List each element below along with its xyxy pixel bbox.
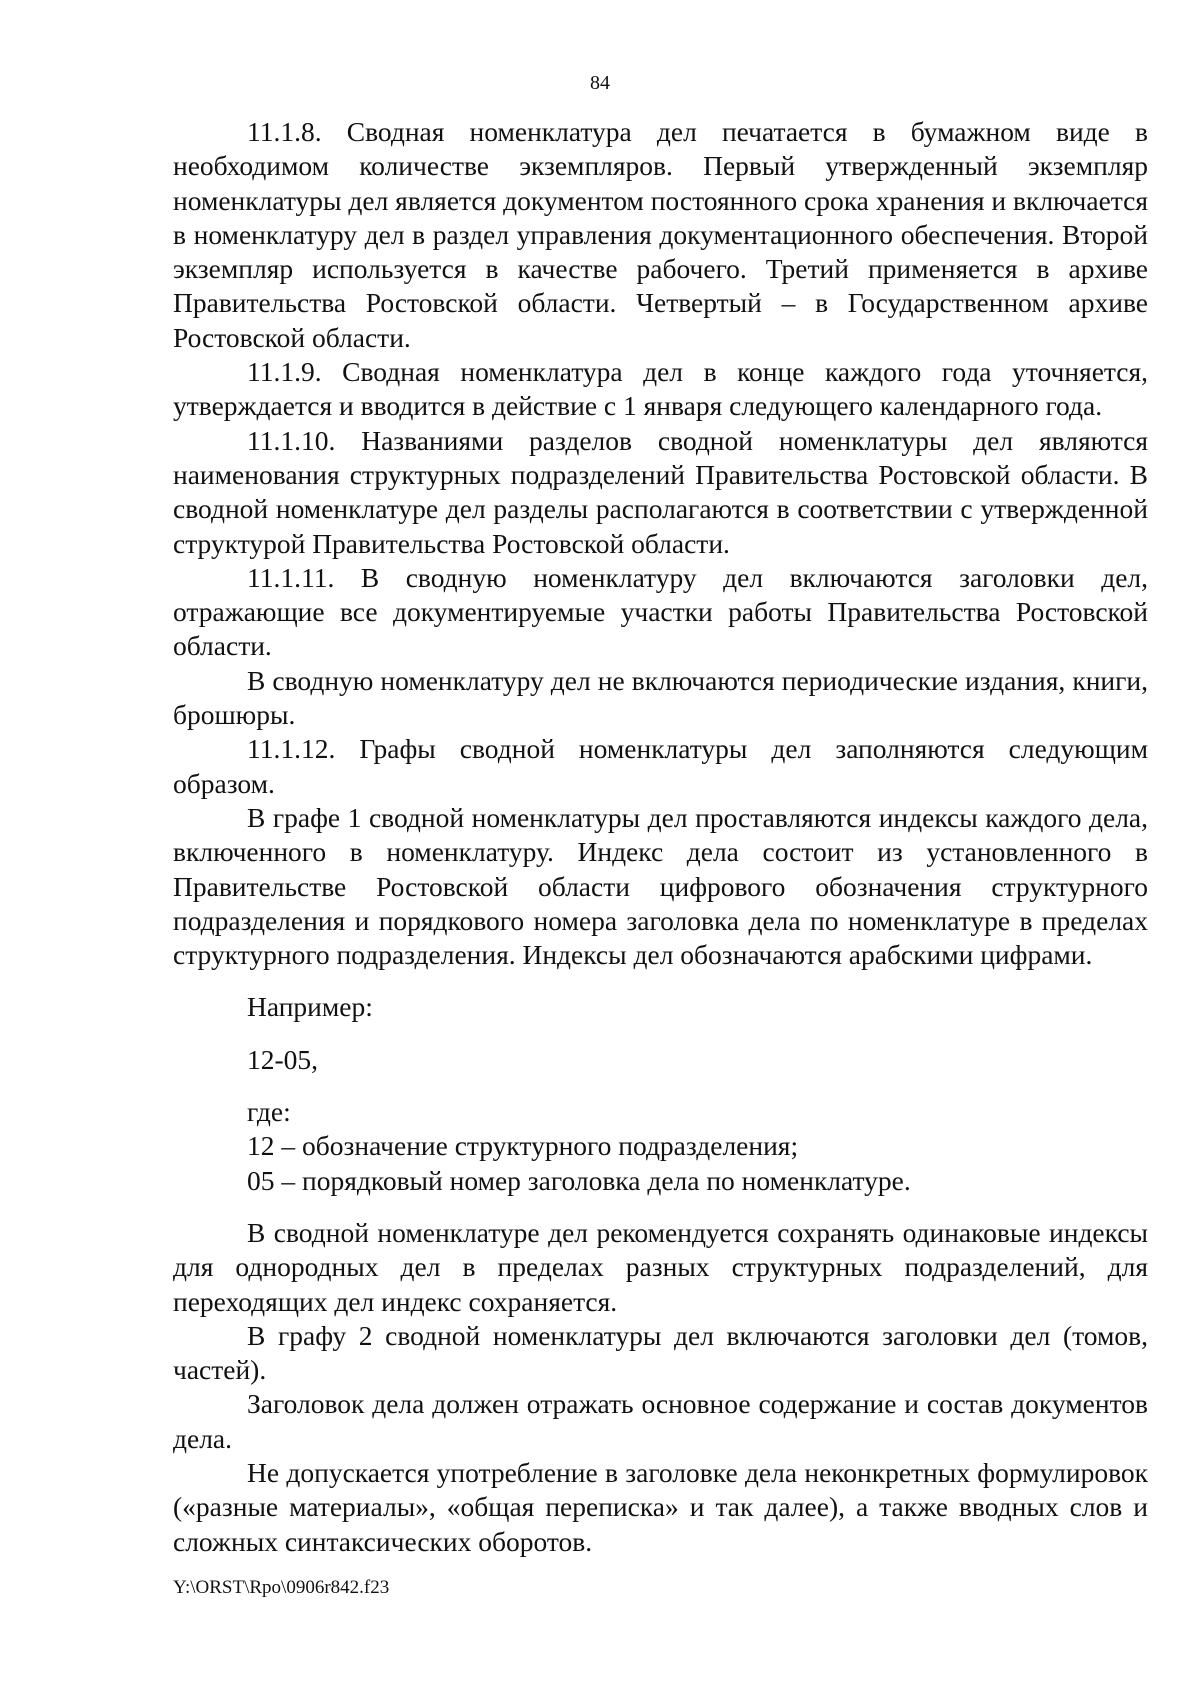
example-line-1: 12 – обозначение структурного подразделения;	[247, 1130, 799, 1162]
page-number: 84	[590, 72, 610, 94]
paragraph-11-1-8: 11.1.8. Сводная номенклатура дел печатается в бумажном виде в необходимом количестве экземпляров. Первый утвержденный экземпляр номенклатуры дел является документом постоянного срока хранения и включается в номенклатуру дел в раздел управления документационного обеспечения. Второй экземпляр используется в качестве рабочего. Третий применяется в архиве Правительства Ростовской области. Четвертый – в Государственном архиве Ростовской области.	[173, 116, 1148, 353]
paragraph-11-1-10: 11.1.10. Названиями разделов сводной номенклатуры дел являются наименования структурных подразделений Правительства Ростовской области. В сводной номенклатуре дел разделы располагаются в соответствии с утвержденной структурой Правительства Ростовской области.	[173, 424, 1148, 559]
example-where: где:	[247, 1096, 291, 1128]
paragraph-title-content: Заголовок дела должен отражать основное содержание и состав документов дела.	[173, 1388, 1148, 1454]
paragraph-exclusions: В сводную номенклатуру дел не включаются периодические издания, книги, брошюры.	[173, 664, 1148, 731]
footer-file-path: Y:\ORST\Rpo\0906r842.f23	[173, 1577, 390, 1598]
paragraph-not-allowed: Не допускается употребление в заголовке дела неконкретных формулировок («разные материалы», «общая переписка» и так далее), а также вводных слов и сложных синтаксических оборотов.	[173, 1456, 1148, 1557]
example-index: 12-05,	[247, 1043, 319, 1075]
paragraph-column-2: В графу 2 сводной номенклатуры дел включаются заголовки дел (томов, частей).	[173, 1319, 1148, 1386]
document-body	[173, 115, 1148, 1559]
paragraph-11-1-11: 11.1.11. В сводную номенклатуру дел включаются заголовки дел, отражающие все документируемые участки работы Правительства Ростовской области.	[173, 561, 1148, 662]
example-line-2: 05 – порядковый номер заголовка дела по номенклатуре.	[247, 1164, 911, 1196]
paragraph-11-1-12: 11.1.12. Графы сводной номенклатуры дел заполняются следующим образом.	[173, 733, 1148, 799]
paragraph-same-indexes: В сводной номенклатуре дел рекомендуется сохранять одинаковые индексы для однородных дел в пределах разных структурных подразделений, для переходящих дел индекс сохраняется.	[173, 1216, 1148, 1317]
paragraph-column-1: В графе 1 сводной номенклатуры дел проставляются индексы каждого дела, включенного в номенклатуру. Индекс дела состоит из установленного в Правительстве Ростовской области цифрового обозначения структурного подразделения и порядкового номера заголовка дела по номенклатуре в пределах структурного подразделения. Индексы дел обозначаются арабскими цифрами.	[173, 801, 1148, 971]
paragraph-11-1-9: 11.1.9. Сводная номенклатура дел в конце каждого года уточняется, утверждается и вводится в действие с 1 января следующего календарного года.	[173, 356, 1148, 422]
example-label: Например:	[247, 991, 373, 1023]
